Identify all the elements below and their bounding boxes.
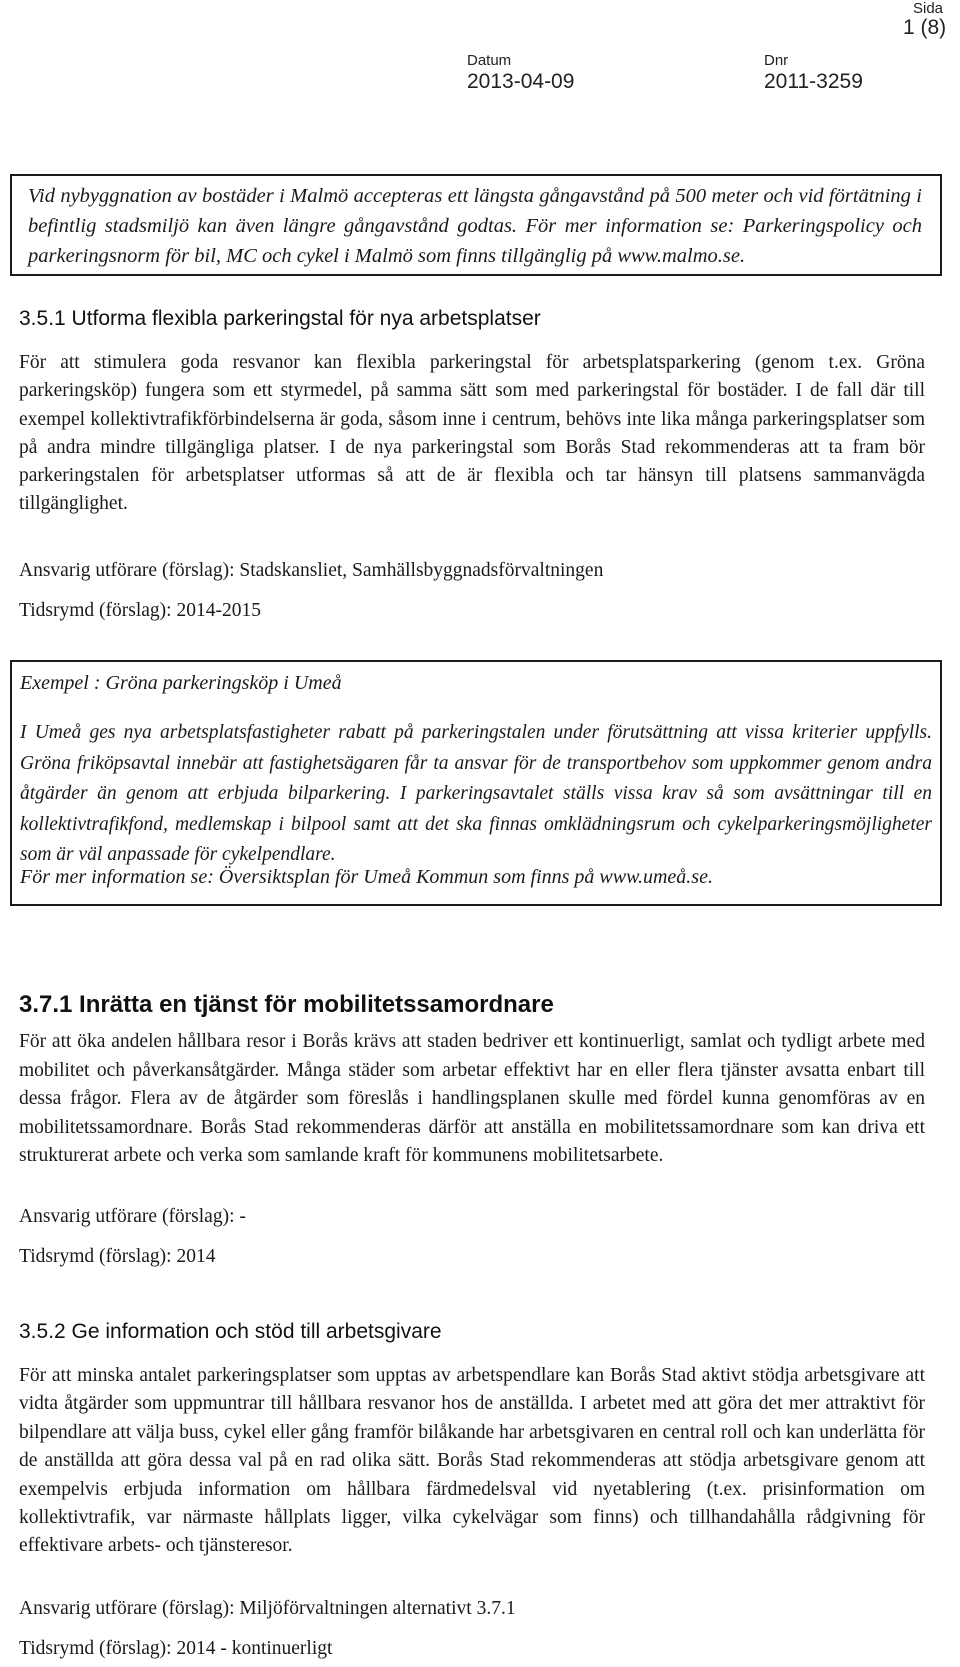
page-label: Sida [913, 0, 944, 17]
date-label: Datum [467, 52, 512, 69]
section-body-3-7-1: För att öka andelen hållbara resor i Borås krävs att staden bedriver ett kontinuerligt, samlat och tydligt arbete med mobilitet och påverkansåtgärder. Många städer som arbetar effektivt har en eller flera tjänster avsatta enbart till dessa frågor. Flera av de åtgärder som föreslås i handlingsplanen skulle med fördel kunna genomföras av en mobilitetssamordnare. Borås Stad rekommenderas därför att anställa en mobilitetssamordnare som kan driva ett strukturerat arbete och verka som samlande kraft för kommunens mobilitetsarbete. [19, 1031, 925, 1166]
date-value: 2013-04-09 [467, 70, 575, 93]
page-number: 1 (8) [903, 16, 947, 39]
example-box [10, 660, 942, 906]
section-body-3-5-2: För att minska antalet parkeringsplatser som upptas av arbetspendlare kan Borås Stad aktivt stödja arbetsgivare att vidta åtgärder som uppmuntrar till hållbara resvanor hos de anställda. I arbetet med att göra det mer attraktivt för bilpendlare att välja buss, cykel eller gång framför bilåkande har arbetsgivaren en central roll och kan underlätta för de anställda att göra dessa val på en rad olika sätt. Borås Stad rekommenderas att stödja arbetsgivare genom att exempelvis erbjuda information om hållbara färdmedelsval vid nyetablering (t.ex. prisinformation om kollektivtrafik, var närmaste hållplats ligger, vilka cykelvägar som finns) och tillhandahålla rådgivning för effektivare arbets- och tjänsteresor. [19, 1365, 925, 1557]
section-body-3-5-1: För att stimulera goda resvanor kan flexibla parkeringstal för arbetsplatsparkering (genom t.ex. Gröna parkeringsköp) fungera som ett styrmedel, på samma sätt som med parkeringstal för bostäder. I de fall där till exempel kollektivtrafikförbindelserna är goda, såsom inne i centrum, behövs inte lika många parkeringsplatser som på andra mindre tillgängliga platser. I de nya parkeringstal som Borås Stad rekommenderas att ta fram bör parkeringstalen för arbetsplatser utformas så att de är flexibla och tar hänsyn till platsens sammanvägda tillgänglighet. [19, 352, 925, 515]
timeframe-3-5-1: Tidsrymd (förslag): 2014-2015 [19, 600, 261, 621]
notice-text: Vid nybyggnation av bostäder i Malmö accepteras ett längsta gångavstånd på 500 meter och vid förtätning i befintlig stadsmiljö kan även längre gångavstånd godtas. För mer information se: Parkeringspolicy och parkeringsnorm för bil, MC och cykel i Malmö som finns tillgänglig på www.malmo.se. [28, 185, 922, 267]
responsible-3-5-2: Ansvarig utförare (förslag): Miljöförvaltningen alternativt 3.7.1 [19, 1598, 516, 1619]
section-heading-3-7-1: 3.7.1 Inrätta en tjänst för mobilitetssamordnare [19, 991, 554, 1018]
example-body: I Umeå ges nya arbetsplatsfastigheter rabatt på parkeringstalen under förutsättning att vissa kriterier uppfylls. Gröna friköpsavtal innebär att fastighetsägaren får ta ansvar för de transportbehov som uppkommer genom andra åtgärder än genom att erbjuda bilparkering. I parkeringsavtalet ställs vissa krav så som avsättningar till en kollektivtrafikfond, medlemskap i bilpool samt att det ska finnas omklädningsrum och cykelparkeringsmöjligheter som är väl anpassade för cykelpendlare. [20, 722, 932, 865]
responsible-3-5-1: Ansvarig utförare (förslag): Stadskansliet, Samhällsbyggnadsförvaltningen [19, 560, 604, 581]
notice-box [10, 174, 942, 276]
section-heading-3-5-2: 3.5.2 Ge information och stöd till arbetsgivare [19, 1320, 442, 1343]
dnr-label: Dnr [764, 52, 789, 69]
example-title: Exempel : Gröna parkeringsköp i Umeå [20, 672, 342, 694]
timeframe-3-5-2: Tidsrymd (förslag): 2014 - kontinuerligt [19, 1638, 333, 1659]
timeframe-3-7-1: Tidsrymd (förslag): 2014 [19, 1246, 216, 1267]
section-heading-3-5-1: 3.5.1 Utforma flexibla parkeringstal för nya arbetsplatser [19, 307, 541, 330]
example-more-info: För mer information se: Översiktsplan för Umeå Kommun som finns på www.umeå.se. [20, 866, 713, 888]
responsible-3-7-1: Ansvarig utförare (förslag): - [19, 1206, 246, 1227]
dnr-value: 2011-3259 [764, 70, 863, 93]
